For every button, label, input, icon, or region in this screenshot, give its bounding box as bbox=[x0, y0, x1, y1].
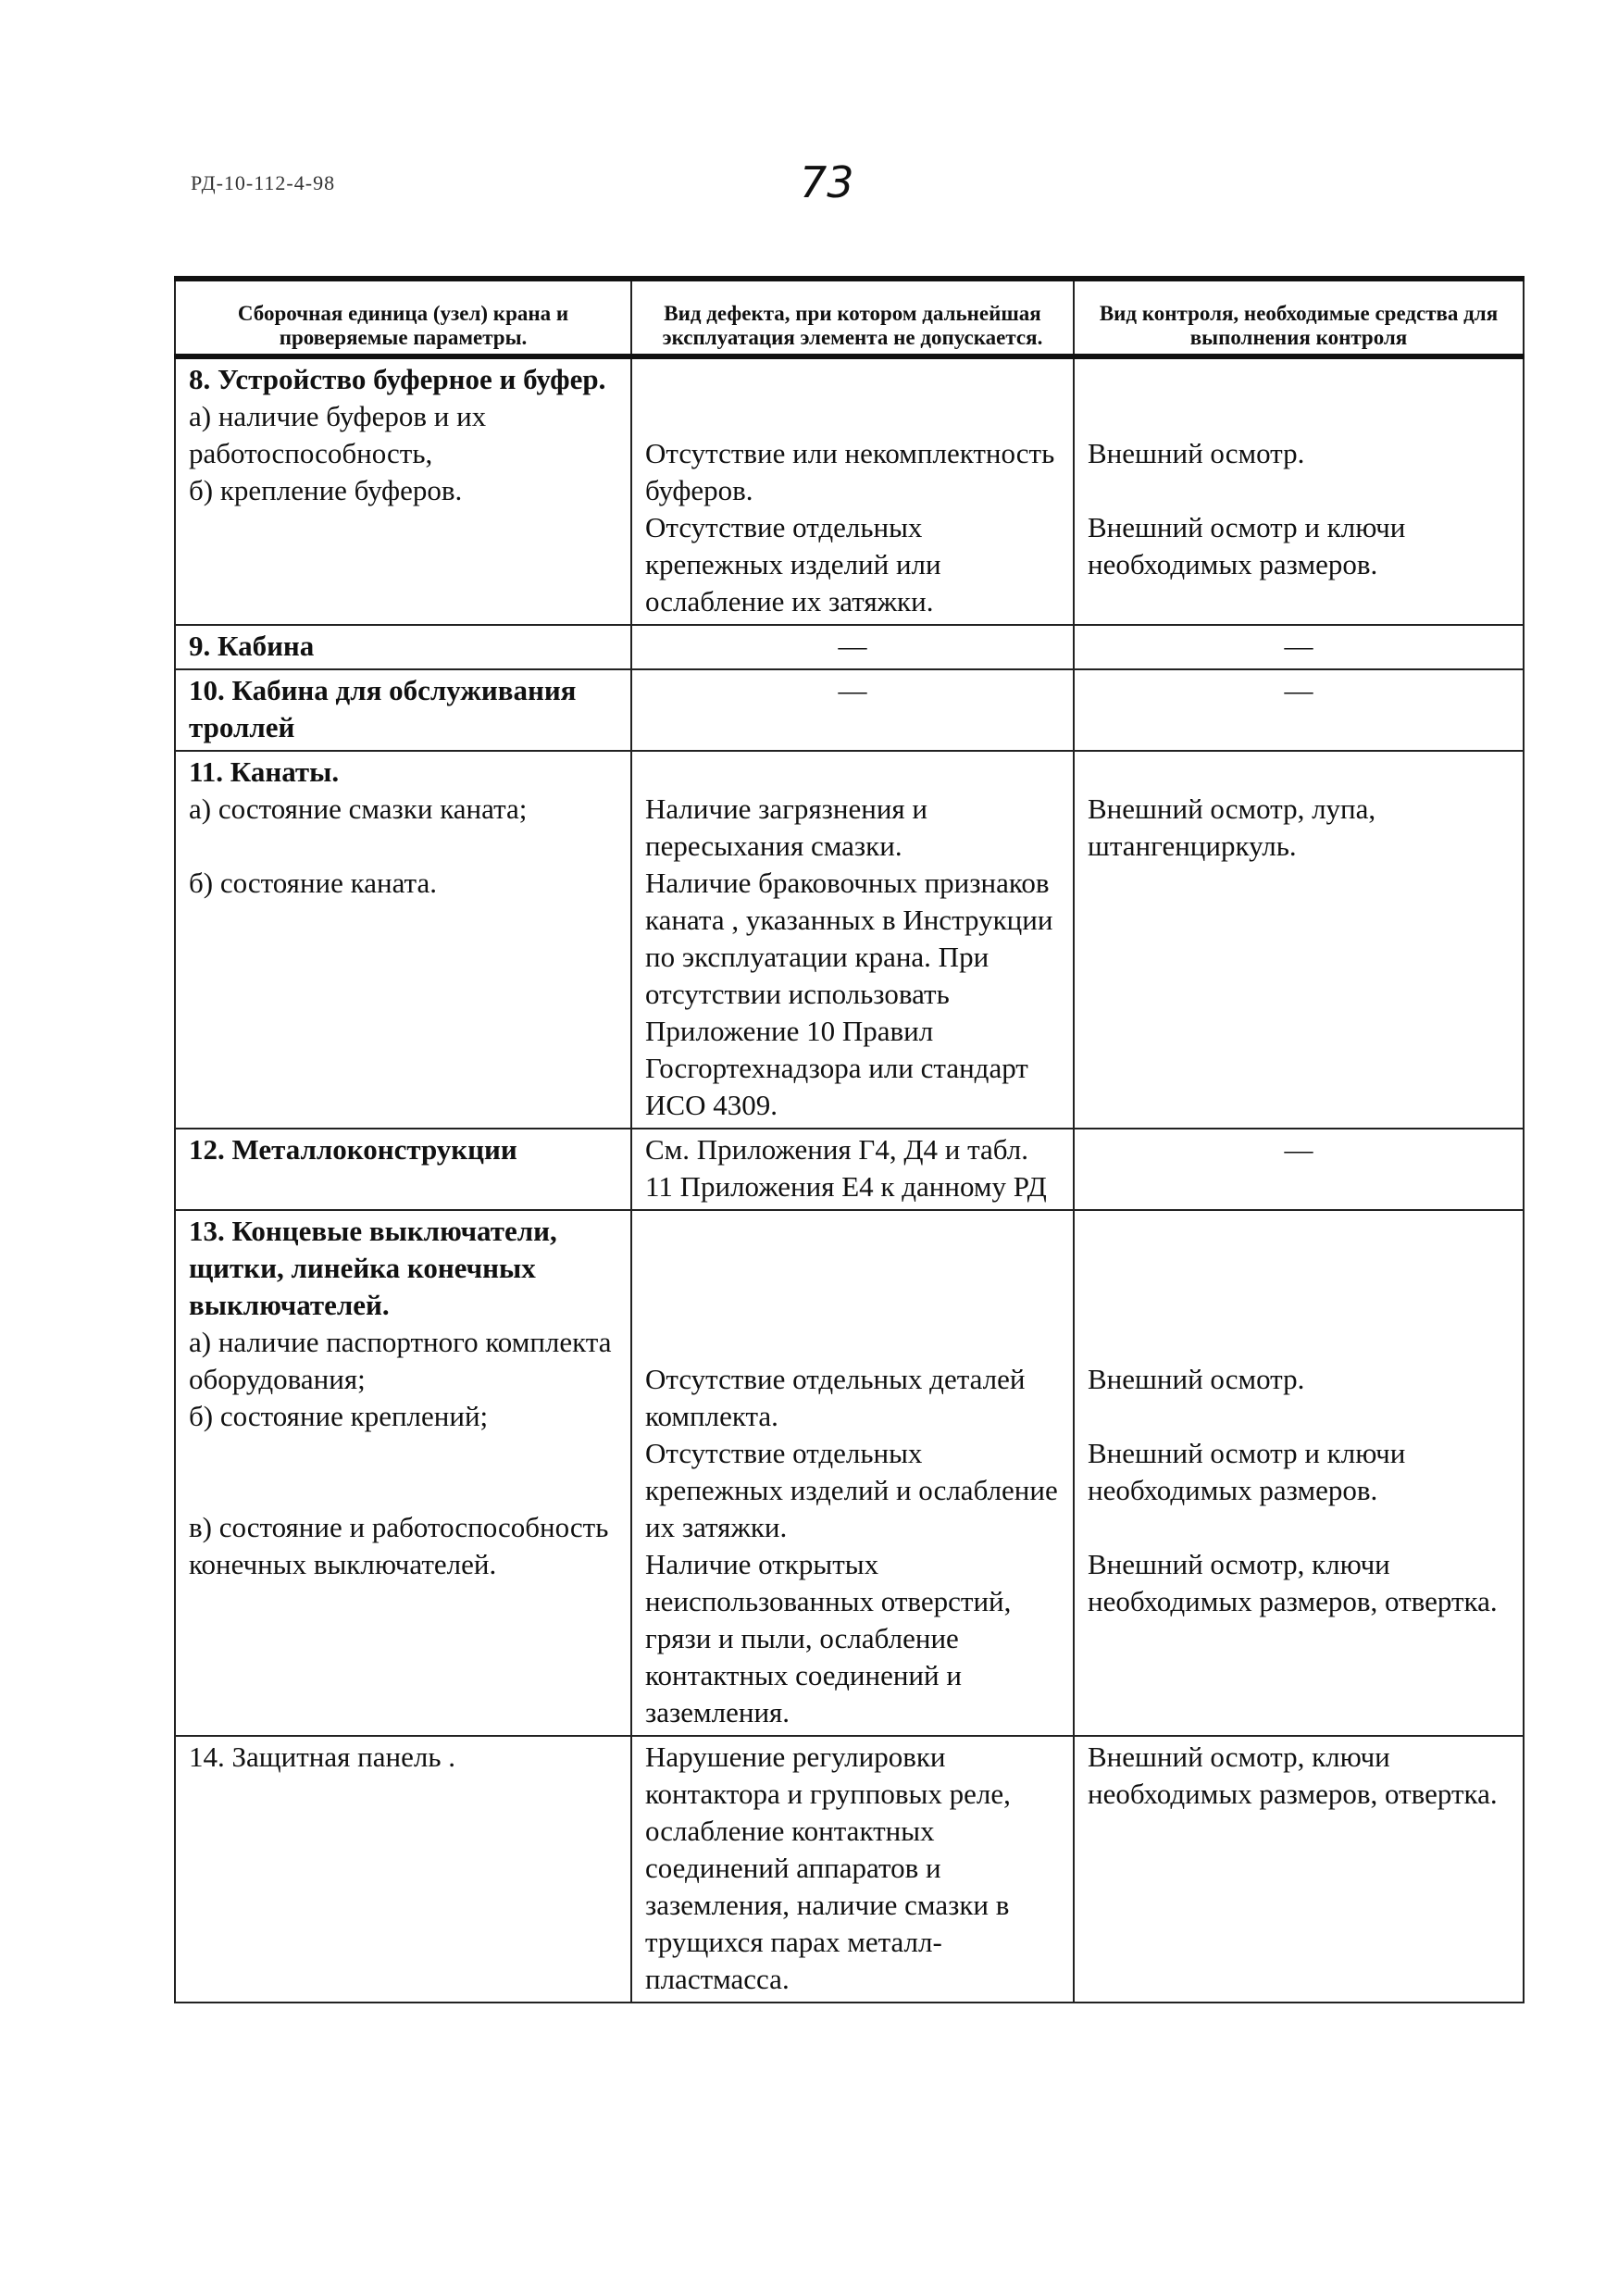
defect-cell: Нарушение регулировки контактора и групповых реле, ослабление контактных соединений аппаратов и заземления, наличие смазки в трущихся парах металл-пластмасса. bbox=[631, 1736, 1074, 2003]
control-cell bbox=[1074, 1210, 1524, 1736]
table-row bbox=[175, 1736, 1524, 2003]
table-row bbox=[175, 669, 1524, 751]
column-header-control: Вид контроля, необходимые средства для выполнения контроля bbox=[1074, 279, 1524, 356]
defect-text: Отсутствие или некомплектность буферов. bbox=[645, 437, 1055, 506]
row-title: 14. Защитная панель . bbox=[189, 1741, 455, 1773]
control-text: Внешний осмотр, лупа, штангенциркуль. bbox=[1088, 792, 1376, 862]
control-text: Внешний осмотр и ключи необходимых размеров. bbox=[1088, 1437, 1406, 1506]
row-title: 10. Кабина для обслуживания троллей bbox=[189, 674, 577, 743]
control-cell: — bbox=[1074, 669, 1524, 751]
control-text: Внешний осмотр, ключи необходимых размеров, отвертка. bbox=[1088, 1548, 1498, 1617]
control-cell: — bbox=[1074, 1129, 1524, 1210]
defect-text: Отсутствие отдельных деталей комплекта. bbox=[645, 1363, 1026, 1432]
table-row bbox=[175, 356, 1524, 625]
column-header-unit: Сборочная единица (узел) крана и проверяемые параметры. bbox=[175, 279, 631, 356]
document-code: РД-10-112-4-98 bbox=[191, 171, 336, 194]
control-cell bbox=[1074, 751, 1524, 1129]
unit-cell bbox=[175, 751, 631, 1129]
defect-cell bbox=[631, 356, 1074, 625]
defect-text: Наличие загрязнения и пересыхания смазки. bbox=[645, 792, 928, 862]
page-number: 73 bbox=[800, 157, 854, 207]
control-cell: Внешний осмотр, ключи необходимых размеров, отвертка. bbox=[1074, 1736, 1524, 2003]
unit-cell bbox=[175, 1736, 631, 2003]
table-row bbox=[175, 751, 1524, 1129]
row-title: 13. Концевые выключатели, щитки, линейка конечных выключателей. bbox=[189, 1215, 557, 1321]
defect-cell: См. Приложения Г4, Д4 и табл. 11 Приложения Е4 к данному РД bbox=[631, 1129, 1074, 1210]
row-title: 12. Металлоконструкции bbox=[189, 1133, 517, 1166]
param-text: а) наличие паспортного комплекта оборудования; bbox=[189, 1326, 612, 1395]
table-row bbox=[175, 1210, 1524, 1736]
defect-cell: — bbox=[631, 669, 1074, 751]
table-row bbox=[175, 625, 1524, 669]
param-text: а) наличие буферов и их работоспособность, bbox=[189, 400, 487, 469]
param-text: б) крепление буферов. bbox=[189, 474, 463, 506]
defect-text: Наличие открытых неиспользованных отверстий, грязи и пыли, ослабление контактных соединений и заземления. bbox=[645, 1548, 1012, 1728]
defect-text: Наличие браковочных признаков каната , указанных в Инструкции по эксплуатации крана. При отсутствии использовать Приложение 10 Правил Госгортехнадзора или стандарт ИСО 4309. bbox=[645, 867, 1053, 1121]
defect-text: Отсутствие отдельных крепежных изделий или ослабление их затяжки. bbox=[645, 511, 941, 618]
row-title: 8. Устройство буферное и буфер. bbox=[189, 363, 606, 395]
table-header-row bbox=[175, 279, 1524, 356]
param-text: в) состояние и работоспособность конечных выключателей. bbox=[189, 1511, 609, 1580]
control-text: Внешний осмотр и ключи необходимых размеров. bbox=[1088, 511, 1406, 580]
control-cell bbox=[1074, 356, 1524, 625]
param-text: б) состояние каната. bbox=[189, 867, 437, 899]
defect-cell: — bbox=[631, 625, 1074, 669]
defect-text: Отсутствие отдельных крепежных изделий и ослабление их затяжки. bbox=[645, 1437, 1058, 1543]
unit-cell bbox=[175, 1129, 631, 1210]
defect-cell bbox=[631, 1210, 1074, 1736]
column-header-defect: Вид дефекта, при котором дальнейшая эксплуатация элемента не допускается. bbox=[631, 279, 1074, 356]
param-text: а) состояние смазки каната; bbox=[189, 792, 528, 825]
row-title: 9. Кабина bbox=[189, 630, 315, 662]
unit-cell bbox=[175, 669, 631, 751]
unit-cell bbox=[175, 356, 631, 625]
unit-cell bbox=[175, 625, 631, 669]
control-text: Внешний осмотр. bbox=[1088, 437, 1305, 469]
control-text: Внешний осмотр. bbox=[1088, 1363, 1305, 1395]
inspection-table bbox=[174, 276, 1525, 2003]
param-text: б) состояние креплений; bbox=[189, 1400, 489, 1432]
control-cell: — bbox=[1074, 625, 1524, 669]
row-title: 11. Канаты. bbox=[189, 755, 340, 788]
table-row bbox=[175, 1129, 1524, 1210]
unit-cell bbox=[175, 1210, 631, 1736]
defect-cell bbox=[631, 751, 1074, 1129]
